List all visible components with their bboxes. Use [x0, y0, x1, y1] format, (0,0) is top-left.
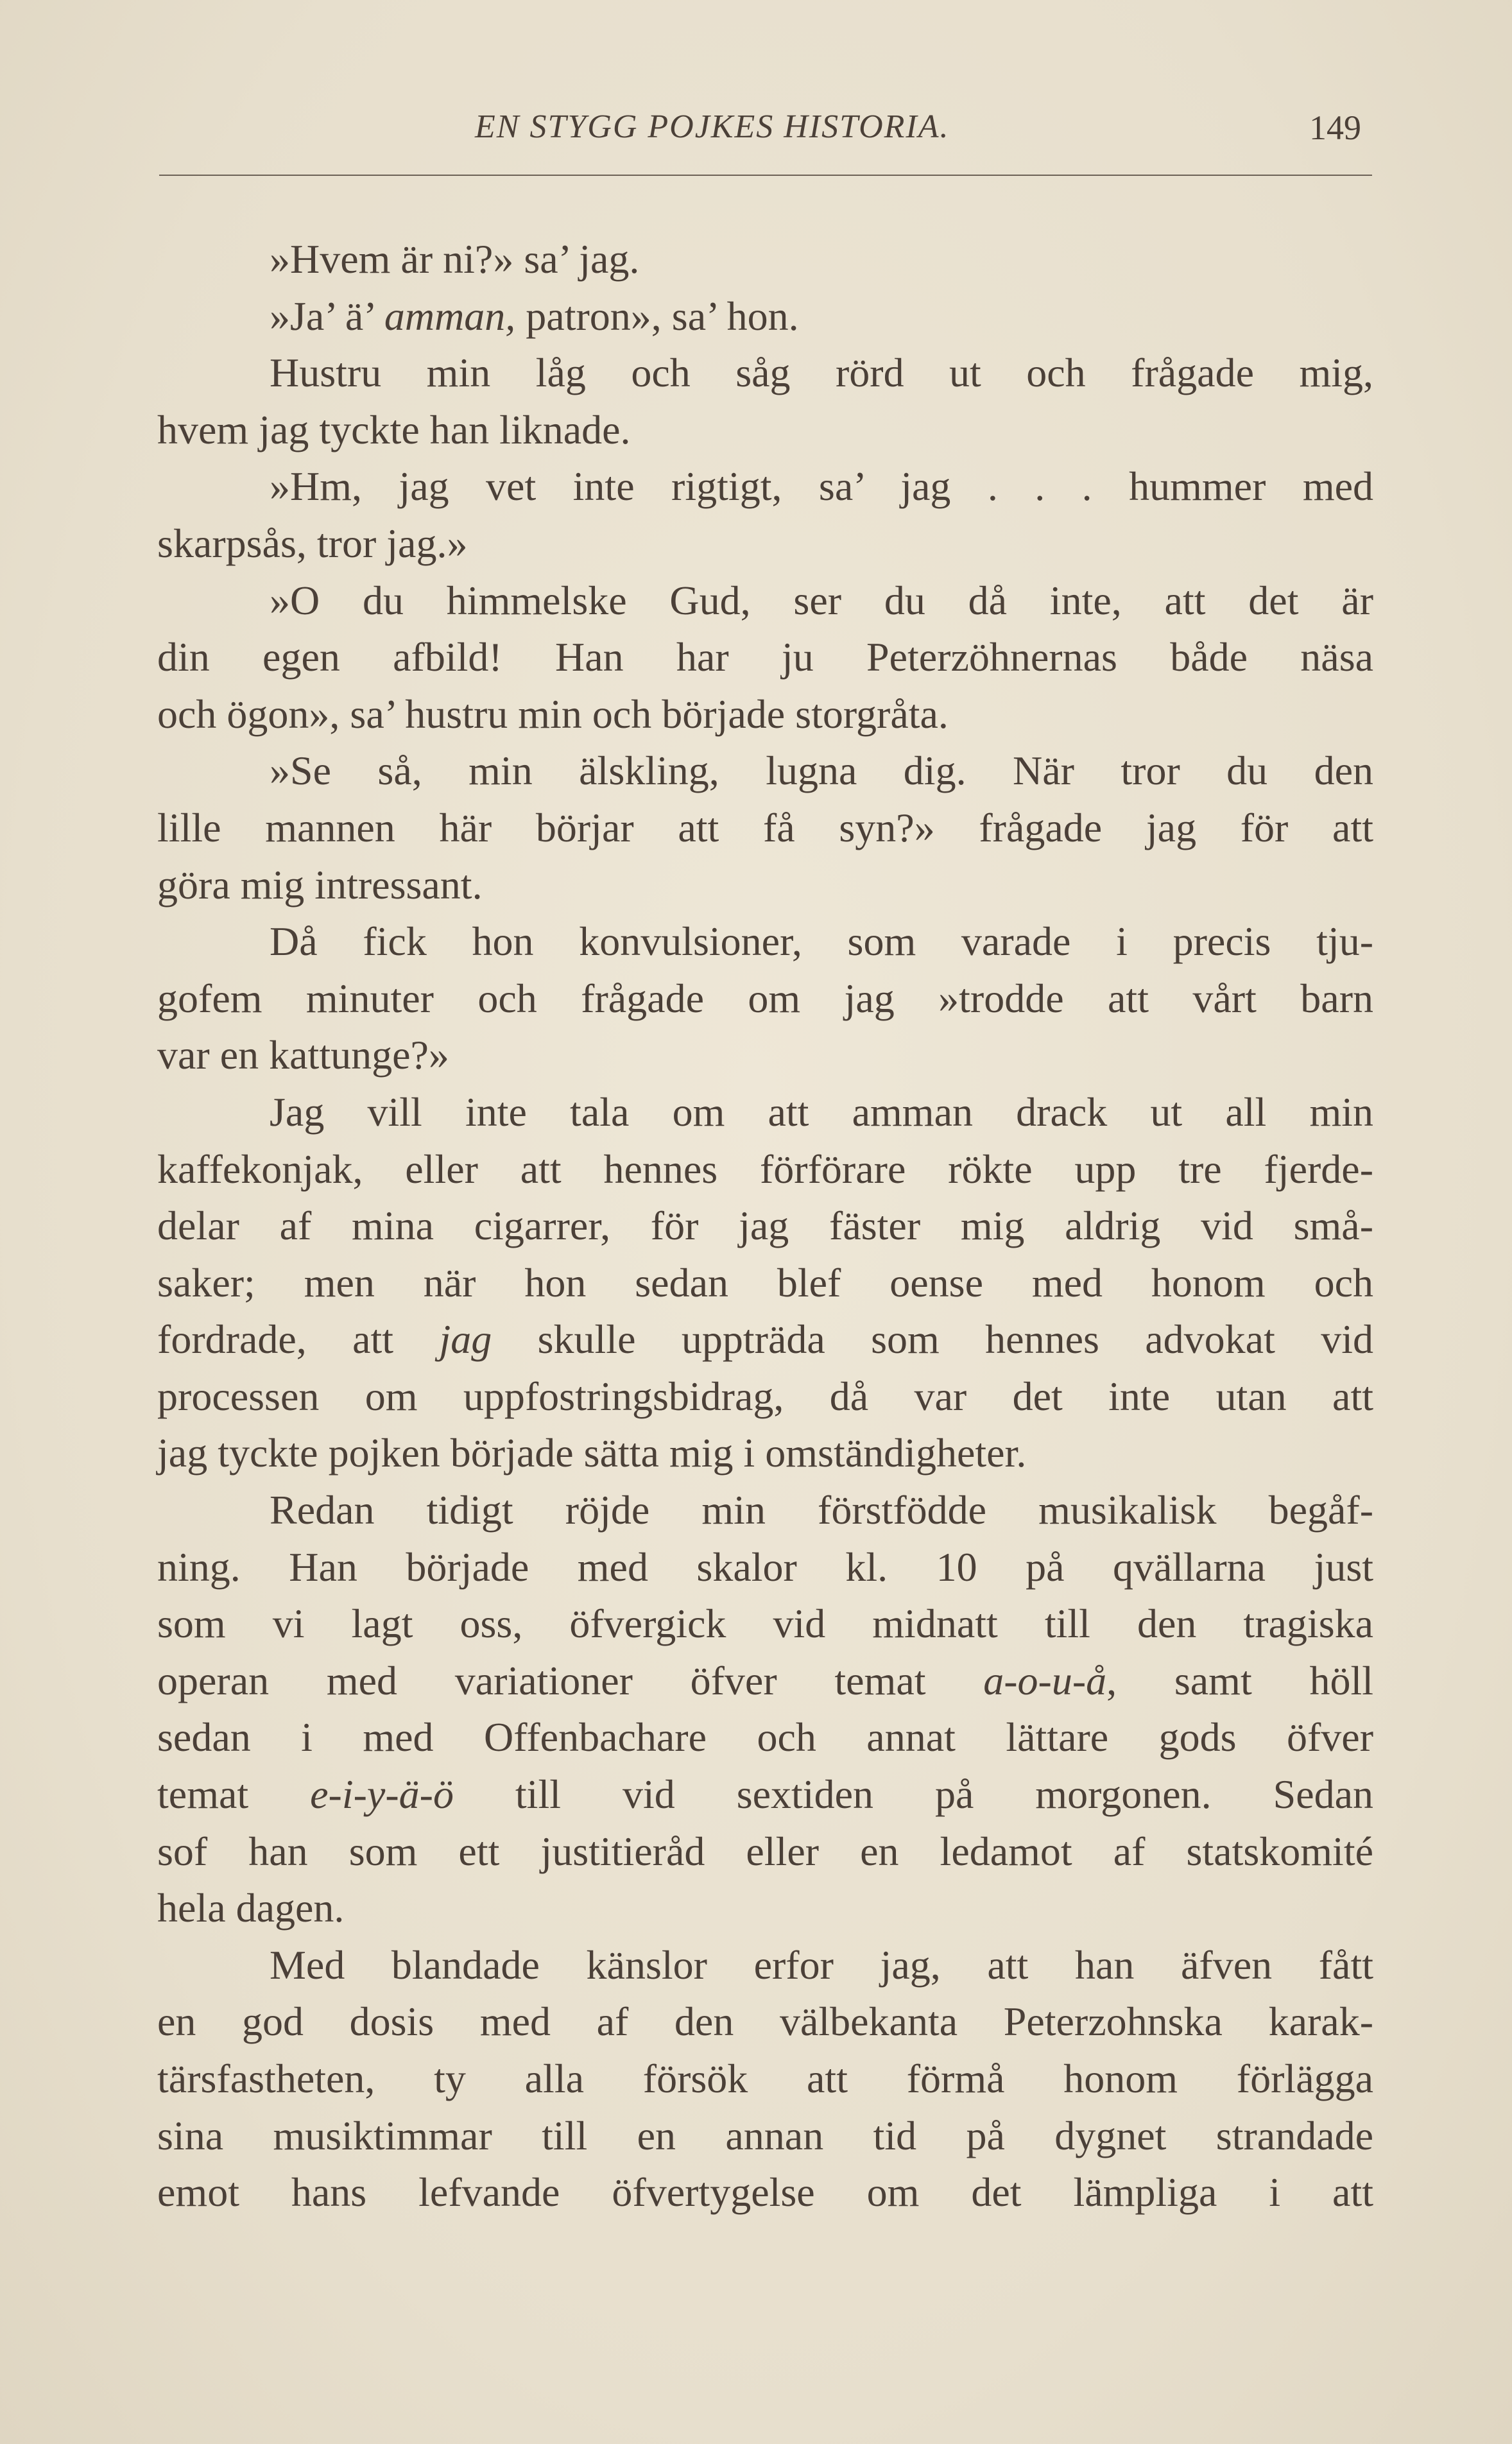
line-segment: »Ja’ ä’	[270, 293, 384, 339]
text-line: och ögon», sa’ hustru min och började storgråta.	[157, 691, 949, 737]
text-line: Hustru min låg och såg rörd ut och frågade mig,	[270, 350, 1373, 396]
text-line: »Se så, min älskling, lugna dig. När tror du den	[270, 748, 1373, 794]
text-line: en god dosis med af den välbekanta Peterzohnska karak-	[157, 1999, 1373, 2045]
text-line: saker; men när hon sedan blef oense med honom och	[157, 1259, 1373, 1305]
running-title: EN STYGG POJKES HISTORIA.	[475, 108, 950, 145]
text-line: ning. Han började med skalor kl. 10 på qvällarna just	[157, 1544, 1373, 1590]
text-line: »Hm, jag vet inte rigtigt, sa’ jag . . . hummer med	[270, 463, 1373, 510]
text-line	[157, 1311, 1373, 1368]
italic-text: a-o-u-å	[983, 1657, 1107, 1703]
text-line: emot hans lefvande öfvertygelse om det lämpliga i att	[157, 2169, 1373, 2216]
text-line: lille mannen här börjar att få syn?» frågade jag för att	[157, 804, 1373, 850]
text-line: sedan i med Offenbachare och annat lättare gods öfver	[157, 1714, 1373, 1760]
text-line	[157, 1766, 1373, 1823]
text-line	[157, 1653, 1373, 1710]
text-line: jag tyckte pojken började sätta mig i omständigheter.	[157, 1430, 1027, 1476]
text-line: var en kattunge?»	[157, 1032, 449, 1078]
text-line: sina musiktimmar till en annan tid på dygnet strandade	[157, 2112, 1373, 2158]
italic-text: amman,	[384, 293, 516, 339]
header-rule	[159, 175, 1372, 176]
text-line: processen om uppfostringsbidrag, då var det inte utan att	[157, 1373, 1373, 1419]
line-segment: temat	[157, 1771, 311, 1818]
text-line: Med blandade känslor erfor jag, att han äfven fått	[270, 1941, 1373, 1988]
text-line: tärsfastheten, ty alla försök att förmå honom förlägga	[157, 2056, 1373, 2101]
text-line: skarpsås, tror jag.»	[157, 520, 468, 566]
text-line: din egen afbild! Han har ju Peterzöhnernas både näsa	[157, 634, 1373, 680]
line-segment: patron», sa’ hon.	[515, 293, 799, 339]
text-line: hvem jag tyckte han liknade.	[157, 406, 631, 452]
text-line: »Hvem är ni?» sa’ jag.	[270, 236, 640, 282]
line-segment: till vid sextiden på morgonen. Sedan	[453, 1771, 1374, 1818]
body-text	[157, 231, 1373, 2221]
text-line: Jag vill inte tala om att amman drack ut all min	[270, 1089, 1373, 1135]
line-segment: operan med variationer öfver temat	[157, 1657, 984, 1703]
italic-text: jag	[439, 1316, 492, 1363]
text-line: som vi lagt oss, öfvergick vid midnatt till den tragiska	[157, 1601, 1373, 1647]
text-line: hela dagen.	[157, 1885, 345, 1931]
text-line: »O du himmelske Gud, ser du då inte, att det är	[270, 577, 1373, 623]
text-line: göra mig intressant.	[157, 861, 483, 908]
italic-text: e-i-y-ä-ö	[310, 1771, 454, 1818]
running-head	[0, 108, 1512, 153]
text-line: Redan tidigt röjde min förstfödde musikalisk begåf-	[270, 1487, 1373, 1533]
line-segment: , samt höll	[1106, 1657, 1374, 1703]
text-line: delar af mina cigarrer, för jag fäster mig aldrig vid små-	[157, 1203, 1373, 1249]
text-line: Då fick hon konvulsioner, som varade i precis tju-	[270, 918, 1373, 965]
text-line	[157, 288, 1373, 345]
line-segment: skulle uppträda som hennes advokat vid	[492, 1316, 1373, 1363]
text-line: sof han som ett justitieråd eller en ledamot af statskomité	[157, 1828, 1373, 1874]
text-line: gofem minuter och frågade om jag »trodde att vårt barn	[157, 975, 1373, 1021]
text-line: kaffekonjak, eller att hennes förförare rökte upp tre fjerde-	[157, 1146, 1373, 1192]
page-number: 149	[1309, 108, 1361, 147]
line-segment: fordrade, att	[157, 1316, 440, 1363]
